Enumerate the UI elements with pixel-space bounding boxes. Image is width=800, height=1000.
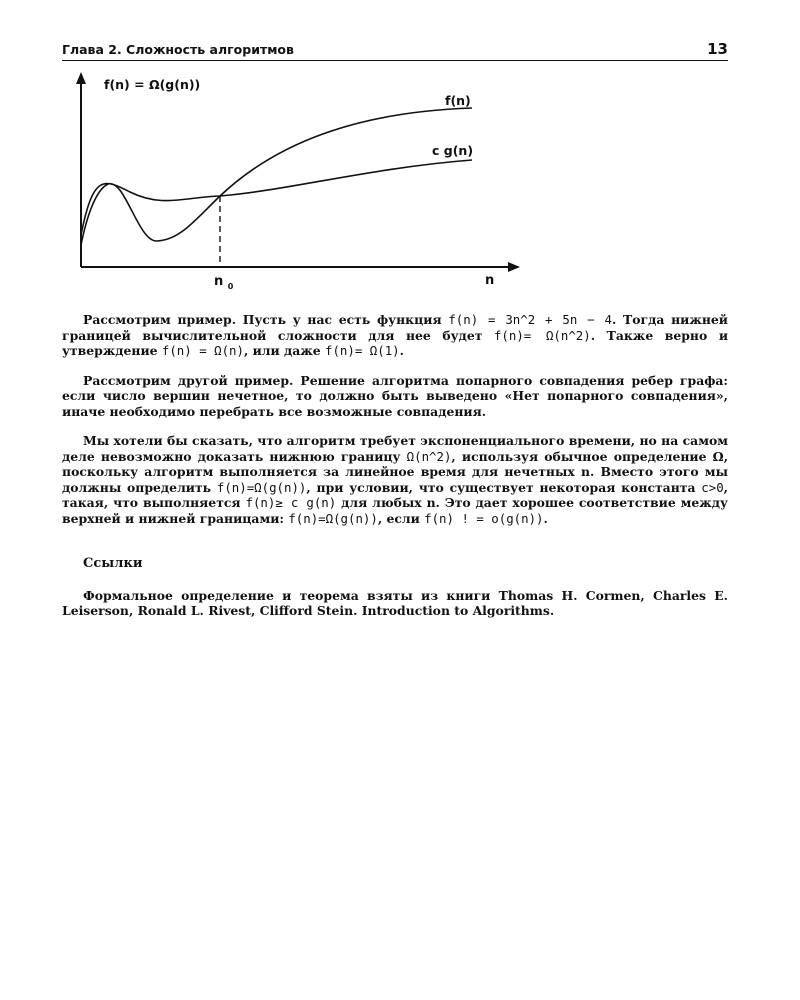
figure-title: f(n) = Ω(g(n)) bbox=[104, 77, 201, 92]
page-number: 13 bbox=[707, 40, 728, 58]
n0-label-base: n bbox=[214, 274, 224, 289]
f-curve-label: f(n) bbox=[445, 93, 471, 108]
f-curve bbox=[81, 108, 472, 245]
x-axis-label: n bbox=[485, 273, 495, 288]
omega-diagram bbox=[0, 60, 800, 300]
paragraph-2: Рассмотрим другой пример. Решение алгоритма попарного совпадения ребер графа: если число вершин нечетное, то должно быть выведено «Нет попарного совпадения», иначе необходимо перебрать все возможные совпадения. bbox=[62, 372, 728, 419]
references-text: Формальное определение и теорема взяты из книги Thomas H. Cormen, Charles E. Leiserson, Ronald L. Rivest, Clifford Stein. Introduction to Algorithms. bbox=[62, 587, 728, 618]
references-heading: Ссылки bbox=[83, 556, 143, 571]
chapter-title: Глава 2. Сложность алгоритмов bbox=[62, 42, 294, 57]
paragraph-1: Рассмотрим пример. Пусть у нас есть функция f(n) = 3n^2 + 5n − 4. Тогда нижней границей вычислительной сложности для нее будет f(n)= Ω(n^2). Также верно и утверждение f(n) = Ω(n), или даже f(n)= Ω(1). bbox=[62, 312, 729, 358]
n0-label-subscript: 0 bbox=[227, 282, 234, 291]
paragraph-3: Мы хотели бы сказать, что алгоритм требует экспоненциального времени, но на самом деле невозможно доказать нижнюю границу Ω(n^2), используя обычное определение Ω, поскольку алгоритм выполняется за линейное время для нечетных n. Вместо этого мы должны определить f(n)=Ω(g(n)), при условии, что существует некоторая константа c>0, такая, что выполняется f(n)≥ c g(n) для любых n. Это дает хорошее соответствие между верхней и нижней границами: f(n)=Ω(g(n)), если f(n) ! = o(g(n)). bbox=[62, 433, 729, 526]
n0-label bbox=[214, 274, 234, 291]
body-text bbox=[62, 312, 728, 633]
omega-figure bbox=[0, 60, 800, 300]
running-header bbox=[62, 40, 728, 61]
cg-curve-label: c g(n) bbox=[432, 143, 474, 158]
